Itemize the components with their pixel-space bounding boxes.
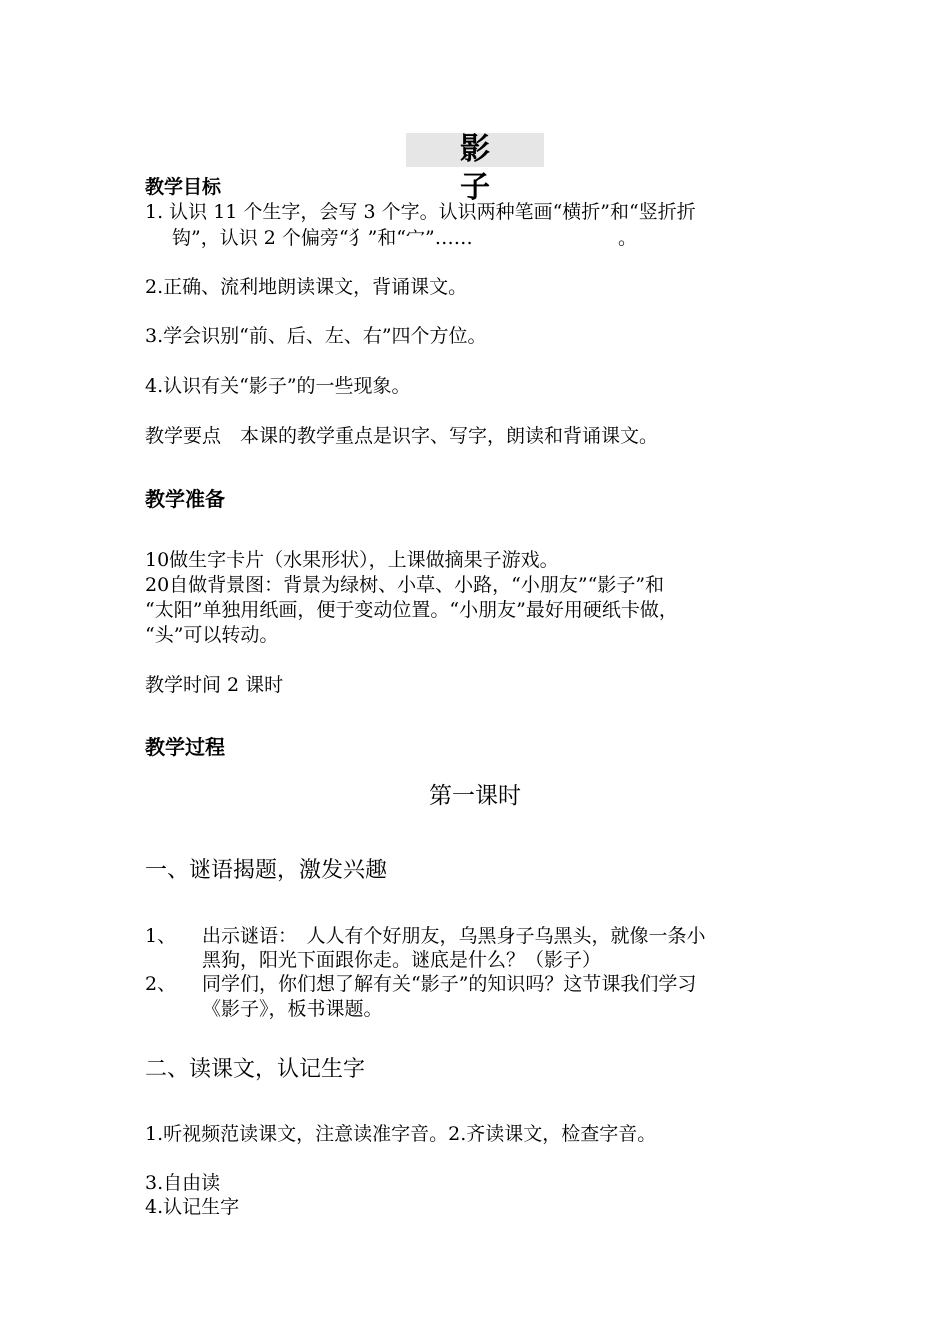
part-1-item-1-line-1: 出示谜语： 人人有个好朋友，乌黑身子乌黑头，就像一条小 <box>202 925 706 947</box>
prep-line-4: “头”可以转动。 <box>145 624 279 646</box>
part-2-line-3: 4.认记生字 <box>145 1196 240 1218</box>
prep-line-3: “太阳”单独用纸画，便于变动位置。“小朋友”最好用硬纸卡做， <box>145 599 678 621</box>
part-1-item-2-line-2: 《影子》，板书课题。 <box>202 998 383 1020</box>
process-heading: 教学过程 <box>145 735 225 759</box>
teaching-time: 教学时间 2 课时 <box>145 674 284 696</box>
page-title: 影 子 <box>460 132 514 205</box>
part-1-item-1-number: 1、 <box>145 925 177 947</box>
prep-line-1: 10做生字卡片（水果形状），上课做摘果子游戏。 <box>145 549 559 571</box>
part-1-heading: 一、谜语揭题，激发兴趣 <box>145 858 388 883</box>
prep-line-2: 20自做背景图：背景为绿树、小草、小路，“小朋友”“影子”和 <box>145 574 665 596</box>
goal-1-end: 。 <box>618 227 638 249</box>
goal-1-line-2: 钩”，认识 2 个偏旁“犭”和“宀”…… <box>172 227 473 249</box>
goal-1-line-1: 1. 认识 11 个生字，会写 3 个字。认识两种笔画“横折”和“竖折折 <box>145 201 696 223</box>
part-2-line-1: 1.听视频范读课文，注意读准字音。2.齐读课文，检查字音。 <box>145 1123 657 1145</box>
goal-2: 2.正确、流利地朗读课文，背诵课文。 <box>145 276 468 298</box>
key-points: 教学要点 本课的教学重点是识字、写字，朗读和背诵课文。 <box>145 425 659 447</box>
lesson-title: 第一课时 <box>429 783 521 809</box>
part-2-heading: 二、读课文，认记生字 <box>145 1057 366 1082</box>
goal-3: 3.学会识别“前、后、左、右”四个方位。 <box>145 325 487 347</box>
goals-heading: 教学目标 <box>145 176 222 198</box>
prep-heading: 教学准备 <box>145 487 225 511</box>
part-1-item-1-line-2: 黑狗，阳光下面跟你走。谜底是什么？（影子） <box>202 949 602 971</box>
part-1-item-2-line-1: 同学们，你们想了解有关“影子”的知识吗？这节课我们学习 <box>202 973 697 995</box>
part-2-line-2: 3.自由读 <box>145 1172 221 1194</box>
part-1-item-2-number: 2、 <box>145 973 177 995</box>
goal-4: 4.认识有关“影子”的一些现象。 <box>145 375 411 397</box>
